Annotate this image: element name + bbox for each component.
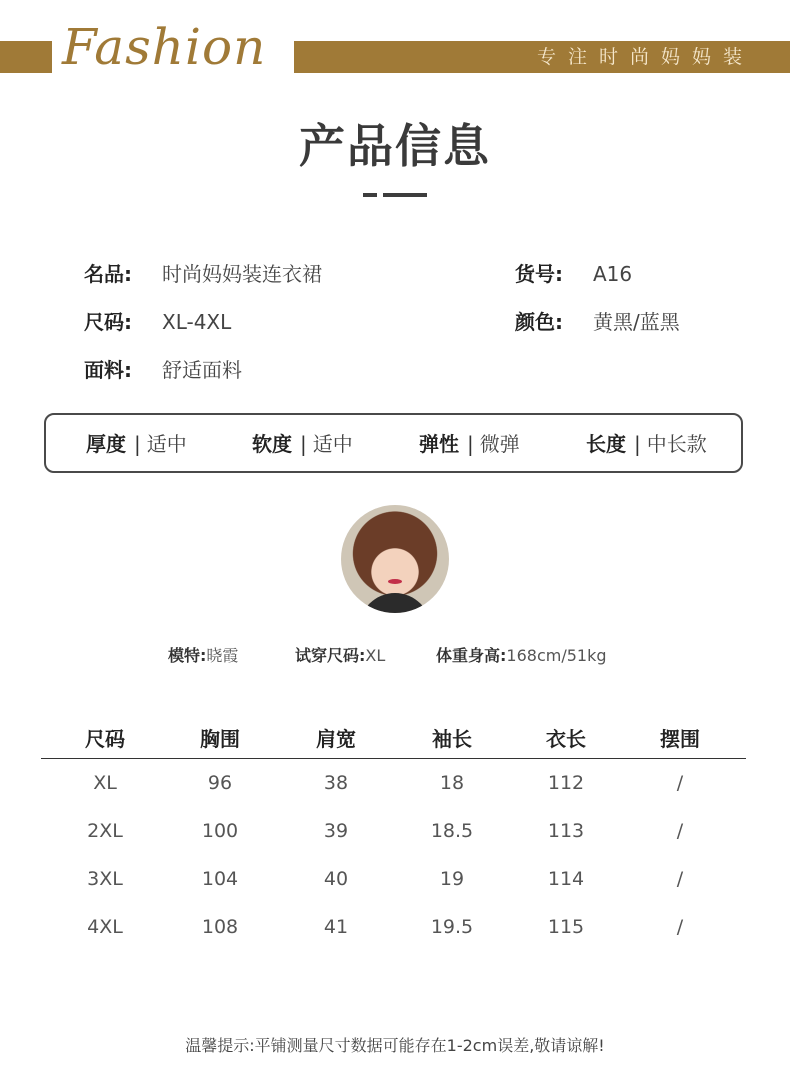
model-size-value: XL (365, 646, 386, 665)
size-cell: 113 (547, 820, 585, 842)
size-cell: 38 (323, 772, 349, 794)
size-header: 衣长 (546, 727, 586, 751)
fabric-value: 舒适面料 (162, 358, 242, 382)
model-body (436, 645, 607, 667)
size-cell: XL (93, 772, 117, 794)
sku-label: 货号: (515, 262, 563, 286)
attr-separator: | (467, 432, 474, 456)
size-cell: 19 (439, 868, 465, 890)
attr-separator: | (134, 432, 141, 456)
size-cell: / (676, 820, 684, 842)
size-header: 胸围 (200, 727, 240, 751)
model-size-label: 试穿尺码: (295, 646, 366, 665)
name-label: 名品: (84, 262, 132, 286)
size-cell: 3XL (87, 868, 123, 890)
page-title: 产品信息 (299, 119, 491, 173)
size-cell: 18 (439, 772, 465, 794)
size-cell: 40 (323, 868, 349, 890)
title-underline-short (363, 193, 377, 197)
size-header: 尺码 (85, 727, 125, 751)
name-value: 时尚妈妈装连衣裙 (162, 262, 322, 286)
model-name-label: 模特: (168, 646, 207, 665)
attr-separator: | (634, 432, 641, 456)
size-cell: / (676, 916, 684, 938)
attr-key: 长度 (586, 432, 626, 456)
fabric-label: 面料: (84, 358, 132, 382)
attribute-box (44, 413, 743, 473)
size-cell: / (676, 772, 684, 794)
attr-key: 软度 (252, 432, 292, 456)
size-label: 尺码: (84, 310, 132, 334)
attr-elasticity (419, 431, 520, 457)
attr-softness (252, 431, 353, 457)
size-cell: 19.5 (430, 916, 474, 938)
avatar-lips (388, 579, 402, 584)
model-try-size (295, 645, 385, 667)
size-cell: 2XL (87, 820, 123, 842)
color-value: 黄黑/蓝黑 (593, 310, 680, 334)
size-cell: 18.5 (430, 820, 474, 842)
model-name (168, 645, 238, 667)
size-cell: 114 (547, 868, 585, 890)
size-cell: / (676, 868, 684, 890)
footnote: 温馨提示:平铺测量尺寸数据可能存在1-2cm误差,敬请谅解! (185, 1036, 605, 1055)
size-header: 摆围 (660, 727, 700, 751)
attr-separator: | (300, 432, 307, 456)
size-header-rule (41, 758, 746, 759)
header-band-left (0, 41, 52, 73)
model-body-value: 168cm/51kg (506, 646, 607, 665)
model-name-value: 晓霞 (206, 646, 239, 665)
attr-value: 适中 (146, 432, 187, 456)
size-cell: 96 (207, 772, 233, 794)
size-header: 袖长 (432, 727, 472, 751)
size-cell: 41 (323, 916, 349, 938)
size-cell: 115 (547, 916, 585, 938)
size-cell: 104 (201, 868, 239, 890)
brand-logo: Fashion (62, 18, 267, 76)
model-avatar (341, 505, 449, 613)
size-cell: 39 (323, 820, 349, 842)
color-label: 颜色: (515, 310, 563, 334)
attr-value: 微弹 (479, 432, 520, 456)
attr-length (586, 431, 707, 457)
avatar-shoulders (359, 593, 431, 613)
size-value: XL-4XL (162, 310, 232, 334)
attr-value: 适中 (312, 432, 353, 456)
size-cell: 100 (201, 820, 239, 842)
attr-thickness (86, 431, 187, 457)
size-header: 肩宽 (316, 727, 356, 751)
sku-value: A16 (593, 262, 633, 286)
size-cell: 108 (201, 916, 239, 938)
attr-value: 中长款 (646, 432, 707, 456)
size-cell: 112 (547, 772, 585, 794)
brand-tagline: 专注时尚妈妈装 (536, 46, 754, 68)
title-underline-long (383, 193, 427, 197)
model-body-label: 体重身高: (436, 646, 507, 665)
attr-key: 弹性 (419, 432, 459, 456)
attr-key: 厚度 (86, 432, 126, 456)
size-cell: 4XL (87, 916, 123, 938)
